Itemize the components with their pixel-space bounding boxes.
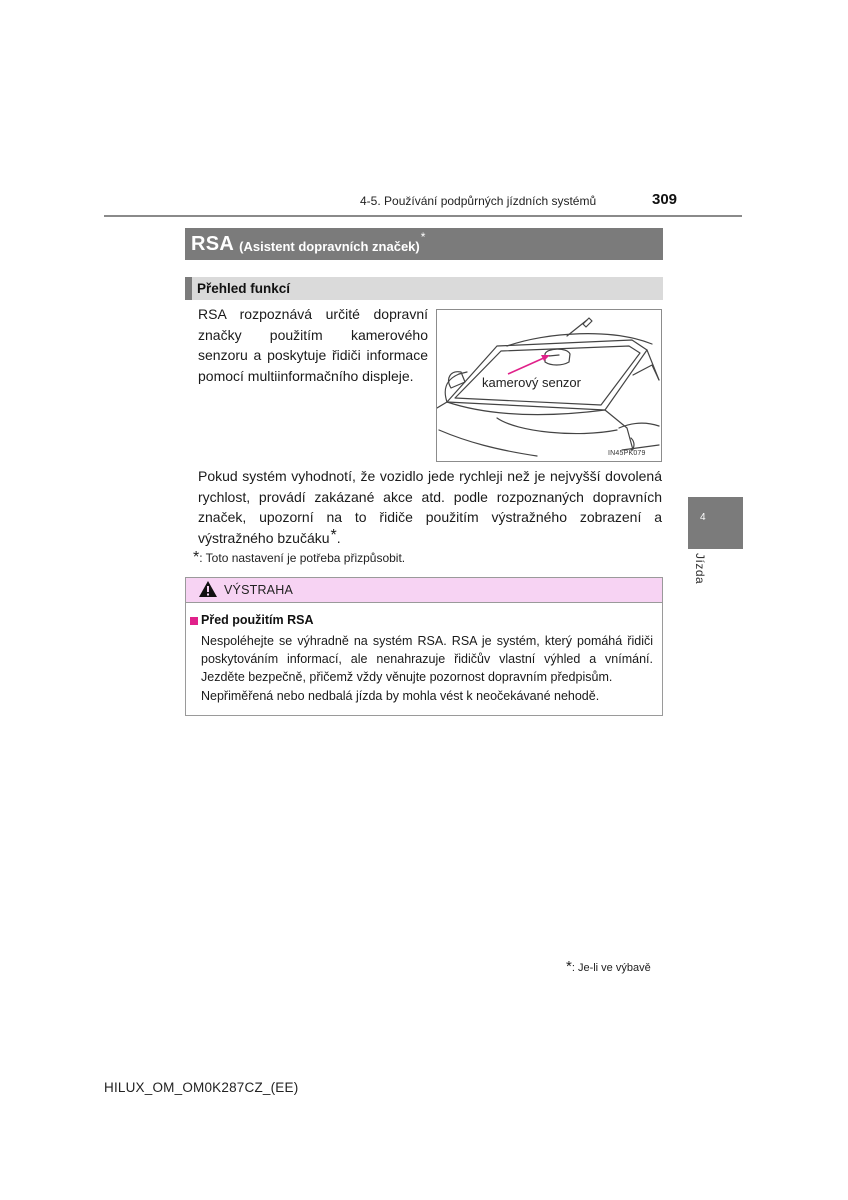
page-number: 309 — [652, 191, 678, 208]
document-footer: HILUX_OM_OM0K287CZ_(EE) — [104, 1080, 299, 1095]
title-bar — [185, 228, 663, 260]
bottom-footnote-asterisk: * — [566, 958, 572, 975]
bottom-footnote — [566, 958, 651, 975]
footnote — [193, 549, 405, 567]
footnote-asterisk: * — [193, 549, 200, 566]
header-divider — [104, 215, 742, 217]
warning-line: Nepřiměřená nebo nedbalá jízda by mohla vést k neočekávané nehodě. — [201, 688, 600, 703]
intro-paragraph: RSA rozpoznává určité dopravní značky použitím kamerového senzoru a poskytuje řidiči informace pomocí multiinformačního displeje. — [198, 306, 428, 384]
warning-line: Nespoléhejte se výhradně na systém RSA. RSA je systém, který pomáhá řidiči poskytováním informací, ale nenahrazuje řidičův vlastní výhled a vnímání. Jezděte bezpečně, přičemž vždy věnujte pozornost dopravním předpisům. — [201, 634, 653, 685]
section-subheading — [185, 277, 663, 300]
warning-subheading: Před použitím RSA — [201, 613, 314, 627]
figure-code: IN45PK079 — [608, 450, 646, 457]
paragraph-asterisk: * — [330, 526, 337, 544]
footnote-text: : Toto nastavení je potřeba přizpůsobit. — [199, 551, 406, 565]
main-paragraph-text: Pokud systém vyhodnotí, že vozidlo jede rychleji než je nejvyšší dovolená rychlost, provádí zakázané akce atd. podle rozpoznaných dopravních značek, upozorní na to řidiče použitím výstražného zobrazení a výstražného bzučáku — [198, 468, 662, 546]
warning-body — [201, 632, 653, 705]
main-paragraph — [198, 466, 662, 548]
figure-label: kamerový senzor — [482, 375, 581, 390]
subheading-text: Přehled funkcí — [197, 281, 291, 296]
warning-title: VÝSTRAHA — [224, 583, 293, 597]
paragraph-end: . — [336, 529, 341, 546]
warning-triangle-icon — [198, 580, 218, 598]
chapter-tab — [688, 497, 743, 549]
chapter-number: 4 — [700, 512, 706, 523]
section-header: 4-5. Používání podpůrných jízdních systémů — [360, 194, 597, 208]
chapter-label: Jízda — [693, 553, 707, 585]
warning-bullet-icon — [190, 617, 198, 625]
page-title: RSA — [191, 232, 235, 255]
bottom-footnote-text: : Je-li ve výbavě — [571, 962, 651, 974]
title-asterisk: * — [420, 230, 426, 244]
page-subtitle: (Asistent dopravních značek) — [239, 238, 420, 254]
